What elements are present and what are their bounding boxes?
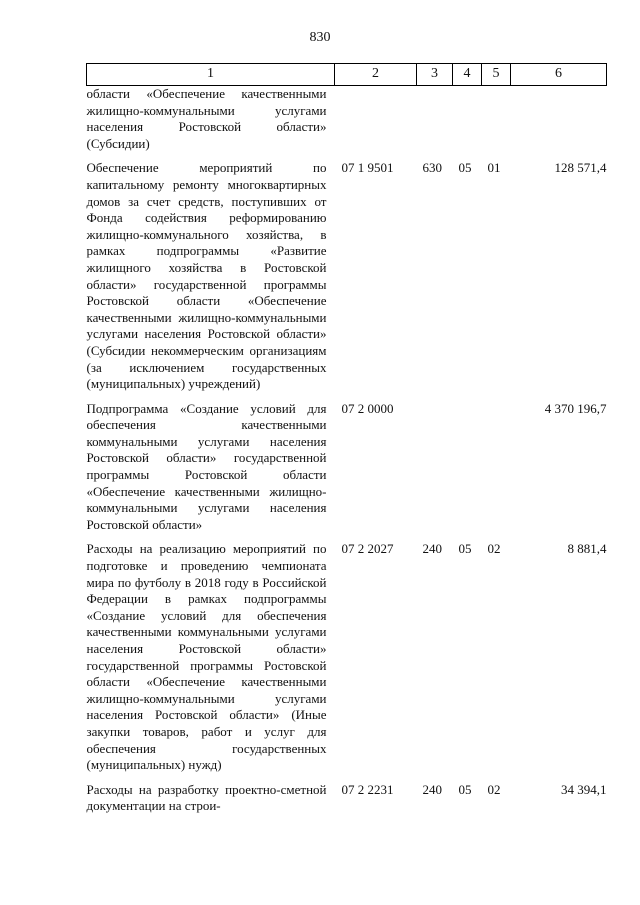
row-code: 07 2 0000 xyxy=(341,400,394,416)
row-spacer xyxy=(87,152,607,160)
row-section: 05 xyxy=(458,160,472,176)
budget-table xyxy=(86,63,607,815)
row-subsection: 02 xyxy=(487,781,501,797)
row-expense-type: 630 xyxy=(422,160,442,176)
row-amount: 128 571,4 xyxy=(554,160,607,176)
table-row xyxy=(87,401,607,534)
row-expense-type: 240 xyxy=(422,541,442,557)
row-code: 07 2 2231 xyxy=(341,781,394,797)
row-subsection: 01 xyxy=(487,160,501,176)
row-section: 05 xyxy=(458,541,472,557)
column-header: 1 xyxy=(87,64,335,86)
row-expense-type xyxy=(417,86,453,153)
column-header: 2 xyxy=(335,64,417,86)
row-amount: 4 370 196,7 xyxy=(544,400,607,416)
table-row xyxy=(87,86,607,153)
row-subsection xyxy=(482,401,511,534)
row-subsection: 02 xyxy=(487,541,501,557)
row-description: области «Обеспечение качественными жилищно-коммунальными услугами населения Ростовской области» (Субсидии) xyxy=(86,86,327,151)
row-amount: 8 881,4 xyxy=(567,541,607,557)
column-header: 4 xyxy=(453,64,482,86)
column-header: 3 xyxy=(417,64,453,86)
row-spacer xyxy=(87,393,607,401)
page-number: 830 xyxy=(309,30,331,45)
row-description: Расходы на реализацию мероприятий по подготовке и проведению чемпионата мира по футболу в 2018 году в Российской Федерации в рамках подпрограммы «Создание условий для обеспечения качественными коммунальными услугами населения Ростовской области» государственной программы Ростовской области «Обеспечение качественными жилищно-коммунальными услугами населения Ростовской области» (Иные закупки товаров, работ и услуг для обеспечения государственных (муниципальных) нужд) xyxy=(86,541,327,773)
row-spacer xyxy=(87,533,607,541)
row-code: 07 1 9501 xyxy=(341,160,394,176)
column-header: 5 xyxy=(482,64,511,86)
table-row xyxy=(87,160,607,392)
row-amount xyxy=(511,86,607,153)
table-row xyxy=(87,782,607,815)
table-row xyxy=(87,541,607,773)
row-code: 07 2 2027 xyxy=(341,541,394,557)
row-section xyxy=(453,86,482,153)
row-description: Подпрограмма «Создание условий для обеспечения качественными коммунальными услугами населения Ростовской области» государственной программы Ростовской области «Обеспечение качественными жилищно-коммунальными услугами населения Ростовской области» xyxy=(86,400,327,532)
row-description: Расходы на разработку проектно-сметной документации на строи- xyxy=(86,781,327,814)
row-subsection xyxy=(482,86,511,153)
row-expense-type xyxy=(417,401,453,534)
row-spacer xyxy=(87,774,607,782)
row-section: 05 xyxy=(458,781,472,797)
row-amount: 34 394,1 xyxy=(561,781,607,797)
row-section xyxy=(453,401,482,534)
table-header-row xyxy=(87,64,607,86)
row-description: Обеспечение мероприятий по капитальному ремонту многоквартирных домов за счет средств, поступивших от Фонда содействия реформированию жилищно-коммунального хозяйства, в рамках подпрограммы «Развитие жилищного хозяйства в Ростовской области» государственной программы Ростовской области «Обеспечение качественными жилищно-коммунальными услугами населения Ростовской области» (Субсидии некоммерческим организациям (за исключением государственных (муниципальных) учреждений) xyxy=(86,160,327,392)
row-code xyxy=(335,86,417,153)
row-expense-type: 240 xyxy=(422,781,442,797)
column-header: 6 xyxy=(511,64,607,86)
